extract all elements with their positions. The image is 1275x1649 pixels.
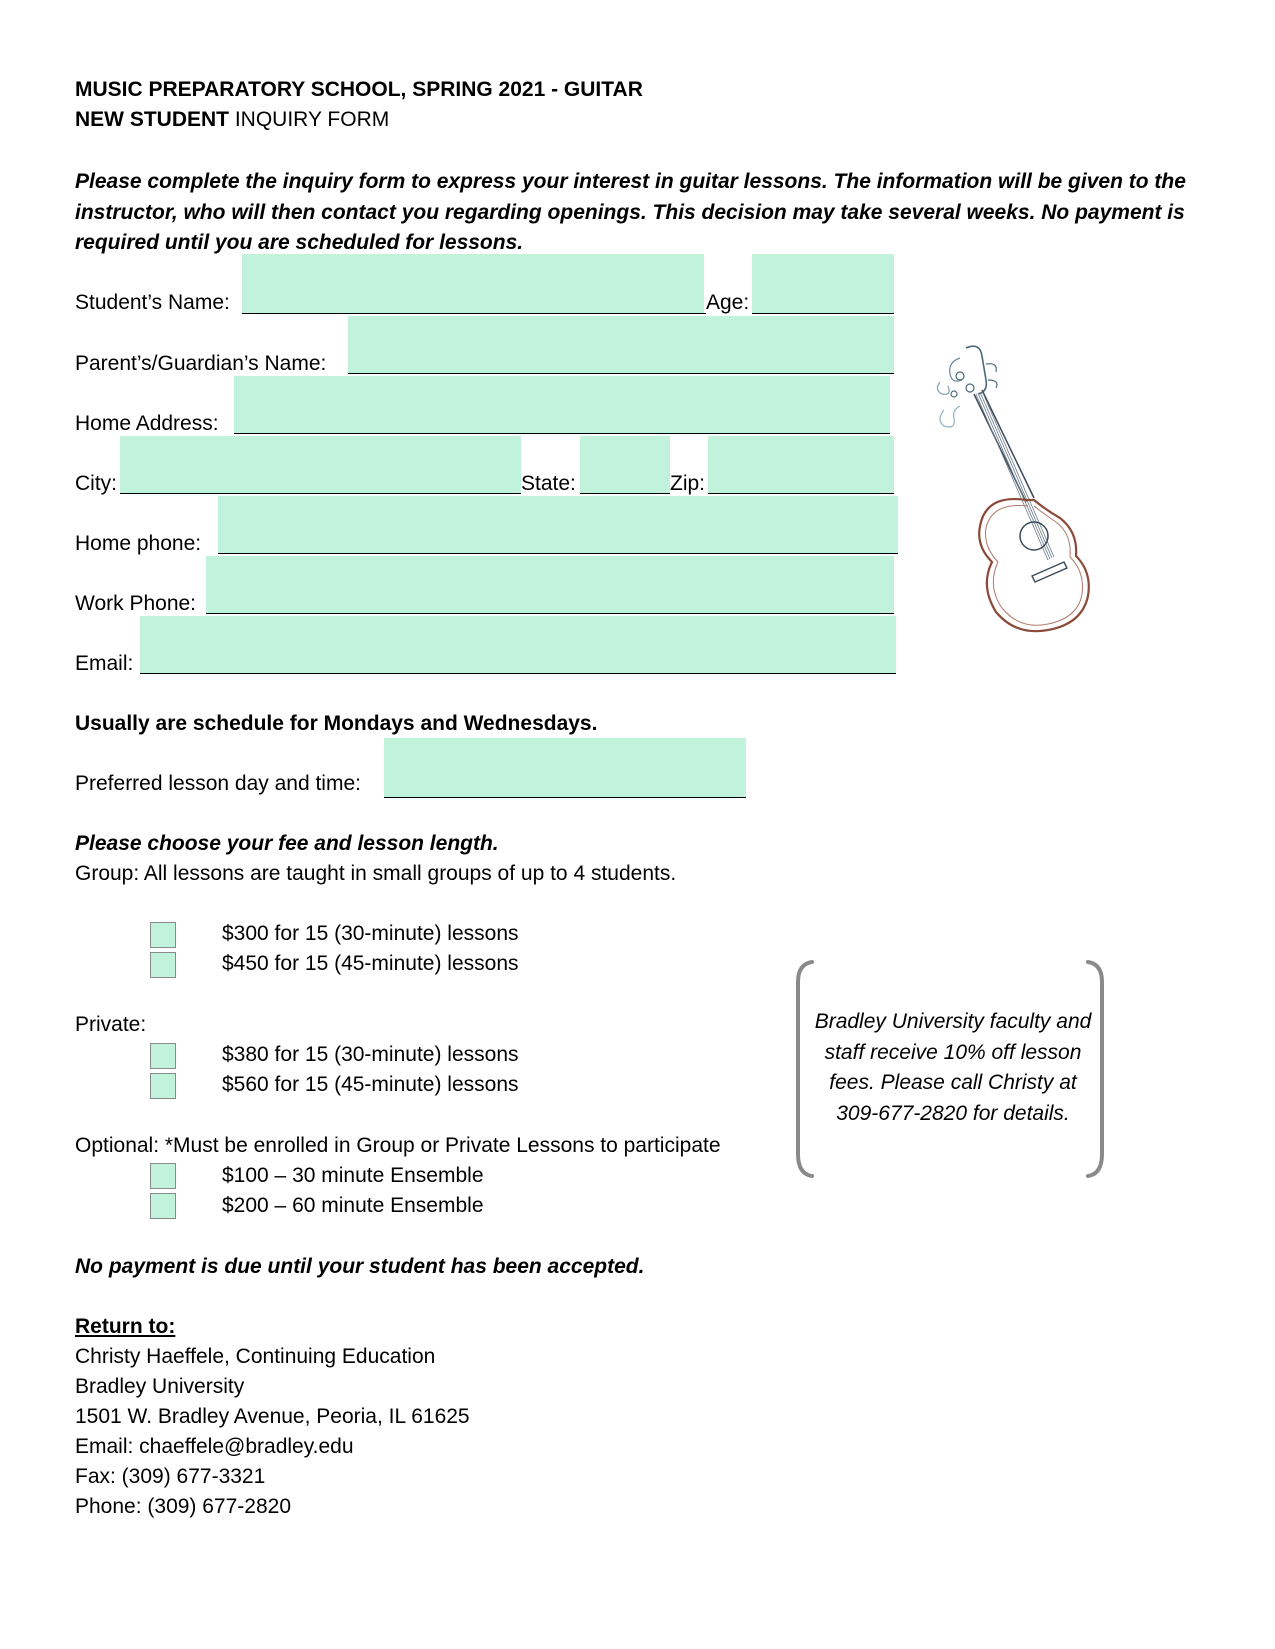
preferred-time-line <box>384 797 746 798</box>
return-phone: Phone: (309) 677-2820 <box>75 1495 291 1518</box>
subtitle-bold: NEW STUDENT <box>75 108 229 131</box>
schedule-note: Usually are schedule for Mondays and Wednesdays. <box>75 712 598 735</box>
state-field[interactable] <box>580 436 670 494</box>
return-email[interactable]: Email: chaeffele@bradley.edu <box>75 1435 354 1458</box>
email-field[interactable] <box>140 616 896 674</box>
guitar-icon <box>930 340 1140 650</box>
preferred-time-label: Preferred lesson day and time: <box>75 772 361 795</box>
home-phone-label: Home phone: <box>75 532 202 555</box>
age-line <box>752 313 894 314</box>
zip-line <box>708 493 894 494</box>
city-field[interactable] <box>120 436 521 494</box>
group-description: Group: All lessons are taught in small groups of up to 4 students. <box>75 862 677 885</box>
group-30min-label: $300 for 15 (30-minute) lessons <box>222 922 519 945</box>
intro-paragraph: Please complete the inquiry form to express your interest in guitar lessons. The information will be given to the instructor, who will then contact you regarding openings. This decision may take several weeks. No payment is required until you are scheduled for lessons. <box>75 170 1186 254</box>
return-line: 1501 W. Bradley Avenue, Peoria, IL 61625 <box>75 1405 470 1428</box>
age-label: Age: <box>706 291 750 314</box>
work-phone-line <box>206 613 894 614</box>
city-line <box>120 493 521 494</box>
parent-name-field[interactable] <box>348 316 894 374</box>
private-label: Private: <box>75 1013 147 1036</box>
payment-note: No payment is due until your student has been accepted. <box>75 1255 645 1278</box>
fee-heading: Please choose your fee and lesson length. <box>75 832 499 855</box>
return-heading: Return to: <box>75 1315 176 1338</box>
form-subtitle <box>75 105 389 135</box>
return-line: Christy Haeffele, Continuing Education <box>75 1345 436 1368</box>
city-label: City: <box>75 472 117 495</box>
home-phone-line <box>218 553 898 554</box>
ensemble-30min-label: $100 – 30 minute Ensemble <box>222 1164 484 1187</box>
home-address-field[interactable] <box>234 376 890 434</box>
group-45min-checkbox[interactable] <box>150 952 176 978</box>
home-address-line <box>234 433 890 434</box>
work-phone-field[interactable] <box>206 556 894 614</box>
private-45min-checkbox[interactable] <box>150 1073 176 1099</box>
home-phone-field[interactable] <box>218 496 898 554</box>
student-name-field[interactable] <box>242 254 704 314</box>
email-line <box>140 673 896 674</box>
return-line: Bradley University <box>75 1375 245 1398</box>
subtitle-rest: INQUIRY FORM <box>229 108 390 131</box>
student-name-label: Student’s Name: <box>75 291 230 314</box>
zip-label: Zip: <box>670 472 706 495</box>
private-30min-label: $380 for 15 (30-minute) lessons <box>222 1043 519 1066</box>
ensemble-30min-checkbox[interactable] <box>150 1163 176 1189</box>
return-fax: Fax: (309) 677-3321 <box>75 1465 266 1488</box>
group-45min-label: $450 for 15 (45-minute) lessons <box>222 952 519 975</box>
ensemble-60min-checkbox[interactable] <box>150 1193 176 1219</box>
optional-label: Optional: *Must be enrolled in Group or Private Lessons to participate <box>75 1134 721 1157</box>
ensemble-60min-label: $200 – 60 minute Ensemble <box>222 1194 484 1217</box>
faculty-discount-callout: Bradley University faculty and staff receive 10% off lesson fees. Please call Christy at 309-677-2820 for details. <box>814 1010 1092 1125</box>
zip-field[interactable] <box>708 436 894 494</box>
student-name-line <box>242 313 706 314</box>
preferred-time-field[interactable] <box>384 738 746 798</box>
form-title: MUSIC PREPARATORY SCHOOL, SPRING 2021 - GUITAR <box>75 78 643 101</box>
group-30min-checkbox[interactable] <box>150 922 176 948</box>
parent-name-label: Parent’s/Guardian’s Name: <box>75 352 327 375</box>
age-field[interactable] <box>752 254 894 314</box>
email-label: Email: <box>75 652 134 675</box>
private-45min-label: $560 for 15 (45-minute) lessons <box>222 1073 519 1096</box>
work-phone-label: Work Phone: <box>75 592 197 615</box>
home-address-label: Home Address: <box>75 412 219 435</box>
state-line <box>580 493 670 494</box>
state-label: State: <box>521 472 576 495</box>
private-30min-checkbox[interactable] <box>150 1043 176 1069</box>
parent-name-line <box>348 373 894 374</box>
